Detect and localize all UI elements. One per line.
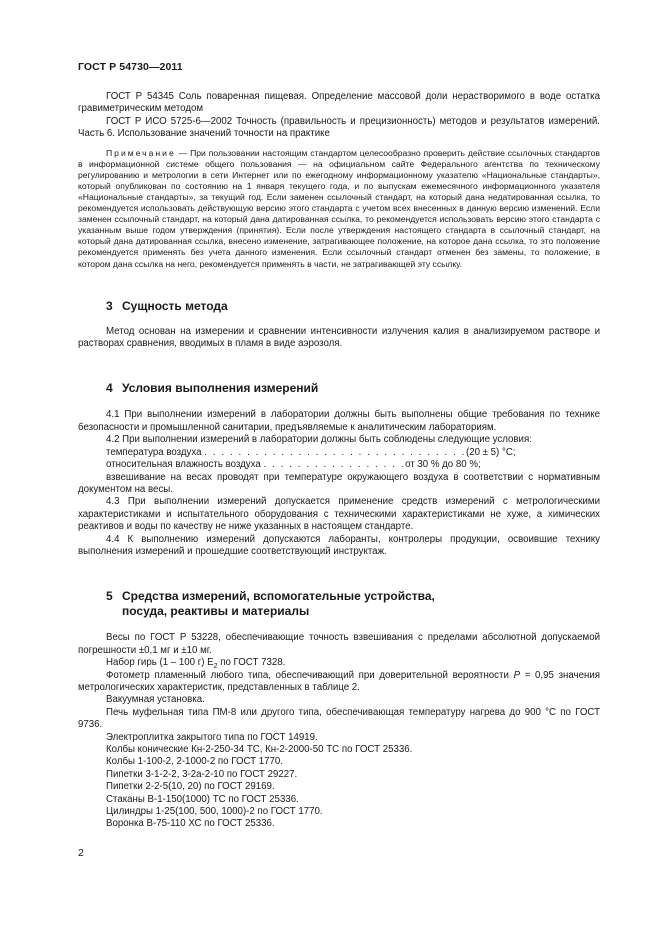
clause-4-4: 4.4 К выполнению измерений допускаются лаборанты, контролеры продукции, освоившие технику выполнения измерений и прошедшие соответствующий инструктаж. [78, 533, 600, 557]
equipment-weights: Набор гирь (1 – 100 г) $E_2$ по ГОСТ 7328. [106, 657, 286, 671]
ref-gost-iso-5725-6: ГОСТ Р ИСО 5725-6—2002 Точность (правильность и прецизионность) методов и результатов измерений. Часть 6. Использование значений точности на практике [78, 115, 600, 140]
equipment-photometer: Фотометр пламенный любого типа, обеспечивающий при доверительной вероятности P = 0,95 значения метрологических характеристик, представленных в таблице 2. [78, 669, 600, 693]
condition-weighing: взвешивание на весах проводят при температуре окружающего воздуха в соответствии с нормативным документом на весы. [78, 471, 600, 495]
equipment-item: Стаканы В-1-150(1000) ТС по ГОСТ 25336. [106, 793, 299, 805]
humidity-value: от 30 % до 80 %; [405, 459, 481, 471]
clause-4-3: 4.3 При выполнении измерений допускается применение средств измерений с метрологическими характеристиками и испытательного оборудования с техническими характеристиками не хуже, а химических реактивов и воды по качеству не ниже указанных в настоящем стандарте. [78, 496, 600, 533]
note-label: Примечание [106, 147, 176, 158]
condition-humidity: относительная влажность воздуха . . . . . . . . . . . . . . . . . от 30 % до 80 %; [106, 459, 481, 471]
clause-4-2: 4.2 При выполнении измерений в лаборатории должны быть соблюдены следующие условия: [106, 434, 532, 446]
equipment-scales: Весы по ГОСТ Р 53228, обеспечивающие точность взвешивания с пределами абсолютной допускаемой погрешности ±0,1 мг и ±10 мг. [78, 632, 600, 656]
section-3-text: Метод основан на измерении и сравнении интенсивности излучения калия в анализируемом растворе и растворах сравнения, вводимых в пламя в виде аэрозоля. [78, 325, 600, 350]
equipment-item: Воронка В-75-110 ХС по ГОСТ 25336. [106, 818, 275, 830]
clause-4-1: 4.1 При выполнении измерений в лаборатории должны быть выполнены общие требования по технике безопасности и промышленной санитарии, предъявляемые к аналитическим лабораториям. [78, 409, 600, 433]
section-5-heading: 5 Средства измерений, вспомогательные устройства, посуда, реактивы и материалы [106, 589, 435, 619]
equipment-item: Пипетки 3-1-2-2, 3-2а-2-10 по ГОСТ 29227. [106, 768, 298, 780]
temperature-value: (20 ± 5) °C; [465, 446, 516, 458]
document-code: ГОСТ Р 54730—2011 [78, 61, 183, 73]
equipment-item: Колбы 1-100-2, 2-1000-2 по ГОСТ 1770. [106, 756, 284, 768]
leader-dots: . . . . . . . . . . . . . . . . . [263, 459, 406, 471]
section-4-heading: 4 Условия выполнения измерений [106, 381, 319, 396]
condition-temperature: температура воздуха . . . . . . . . . . . . . . . . . . . . . . . . . . . . . . . (20 ± 5) °C; [106, 446, 516, 458]
equipment-vacuum: Вакуумная установка. [106, 694, 205, 706]
equipment-item: Цилиндры 1-25(100, 500, 1000)-2 по ГОСТ 1770. [106, 806, 323, 818]
equipment-item: Пипетки 2-2-5(10, 20) по ГОСТ 29169. [106, 781, 275, 793]
equipment-item: Электроплитка закрытого типа по ГОСТ 14919. [106, 731, 318, 743]
equipment-item: Колбы конические Кн-2-250-34 ТС, Кн-2-2000-50 ТС по ГОСТ 25336. [106, 744, 413, 755]
note-text: — При пользовании настоящим стандартом целесообразно проверить действие ссылочных стандартов в информационной системе общего пользования — на официальном сайте Федерального агентства по техническому регулированию и метрологии в сети Интернет или по ежегодному информационному указателю «Национальные стандарты», который опубликован по состоянию на 1 января текущего года, и по выпускам ежемесячного информационного указателя «Национальные стандарты», за текущий год. Если заменен ссылочный стандарт, на который дана недатированная ссылка, то рекомендуется использовать действующую версию этого стандарта с учетом всех внесенных в данную версию изменений. Если заменен ссылочный стандарт, на который дана датированная ссылка, то рекомендуется использовать версию этого стандарта с указанным выше годом утверждения (принятия). Если после утверждения настоящего стандарта в ссылочный стандарт, на который дана датированная ссылка, внесено изменение, затрагивающее положение, на которое дана ссылка, то это положение рекомендуется применять без учета данного изменения. Если ссылочный стандарт отменен без замены, то положение, в котором дана ссылка на него, рекомендуется применять в части, не затрагивающей эту ссылку. [78, 147, 600, 269]
leader-dots: . . . . . . . . . . . . . . . . . . . . . . . . . . . . . . . [204, 446, 466, 458]
page-content [78, 91, 600, 831]
ref-gost-54345: ГОСТ Р 54345 Соль поваренная пищевая. Определение массовой доли нерастворимого в воде остатка гравиметрическим методом [78, 91, 600, 115]
note-paragraph [78, 148, 600, 270]
equipment-furnace: Печь муфельная типа ПМ-8 или другого типа, обеспечивающая температуру нагрева до 900 °C по ГОСТ 9736. [78, 706, 600, 731]
page-number: 2 [78, 847, 84, 859]
section-3-heading: 3 Сущность метода [106, 298, 228, 313]
